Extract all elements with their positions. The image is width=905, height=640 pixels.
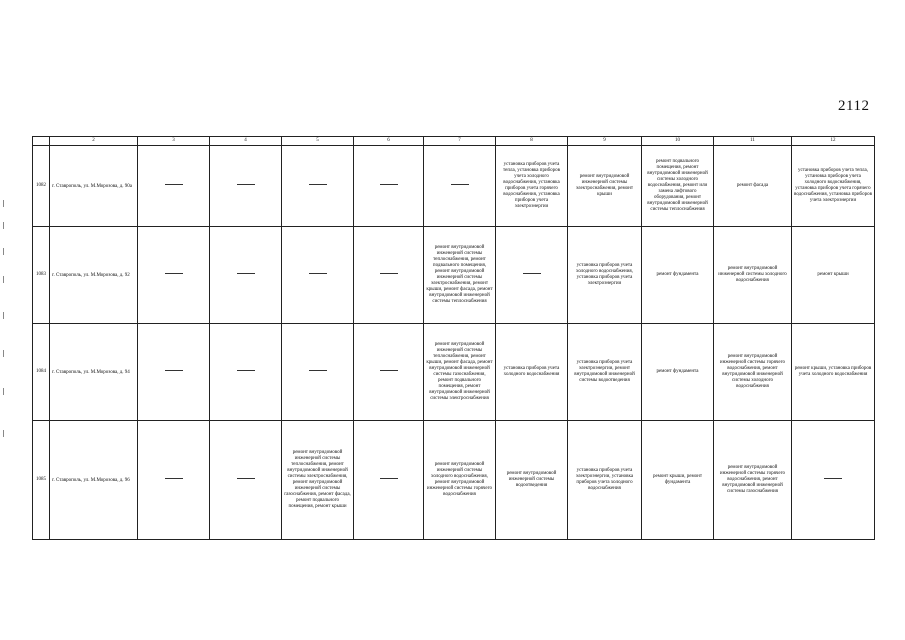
empty-cell bbox=[792, 421, 875, 540]
works-cell: установка приборов учета электроэнергии, установка приборов учета холодного водоснабжения bbox=[568, 421, 642, 540]
dash-mark bbox=[165, 370, 183, 371]
works-cell: ремонт фасада bbox=[714, 146, 792, 227]
page-number: 2112 bbox=[838, 98, 870, 114]
works-cell: ремонт фундамента bbox=[642, 227, 714, 324]
works-cell: ремонт крыши bbox=[792, 227, 875, 324]
works-cell: установка приборов учета холодного водоснабжения, установка приборов учета электроэнергии bbox=[568, 227, 642, 324]
works-cell: ремонт внутридомовой инженерной системы горячего водоснабжения, ремонт внутридомовой инженерной системы холодного водоснабжения bbox=[714, 324, 792, 421]
dash-mark bbox=[165, 478, 183, 479]
works-cell: ремонт крыши, установка приборов учета холодного водоснабжения bbox=[792, 324, 875, 421]
works-cell: ремонт внутридомовой инженерной системы теплоснабжения, ремонт крыши, ремонт фасада, ремонт внутридомовой инженерной системы газоснабжения, ремонт подвального помещения, ремонт внутридомовой инженерной системы электроснабжения bbox=[424, 324, 496, 421]
works-cell: ремонт подвального помещения, ремонт внутридомовой инженерной системы холодного водоснабжения, ремонт или замена лифтового оборудования, ремонт внутридомовой инженерной системы теплоснабжения bbox=[642, 146, 714, 227]
dash-mark bbox=[380, 184, 398, 185]
column-header: 3 bbox=[138, 137, 210, 146]
works-cell: ремонт внутридомовой инженерной системы горячего водоснабжения, ремонт внутридомовой инженерной системы газоснабжения bbox=[714, 421, 792, 540]
empty-cell bbox=[138, 227, 210, 324]
column-header: 11 bbox=[714, 137, 792, 146]
dash-mark bbox=[237, 273, 255, 274]
row-number: 1085 bbox=[33, 421, 50, 540]
row-number: 1084 bbox=[33, 324, 50, 421]
address-cell: г. Ставрополь, ул. М.Морозова, д. 94 bbox=[50, 324, 138, 421]
empty-cell bbox=[354, 324, 424, 421]
dash-mark bbox=[309, 370, 327, 371]
dash-mark bbox=[165, 184, 183, 185]
empty-cell bbox=[138, 324, 210, 421]
column-header: 6 bbox=[354, 137, 424, 146]
column-header: 5 bbox=[282, 137, 354, 146]
dash-mark bbox=[237, 478, 255, 479]
empty-cell bbox=[424, 146, 496, 227]
empty-cell bbox=[354, 146, 424, 227]
dash-mark bbox=[309, 273, 327, 274]
empty-cell bbox=[354, 227, 424, 324]
empty-cell bbox=[210, 227, 282, 324]
dash-mark bbox=[237, 370, 255, 371]
empty-cell bbox=[282, 227, 354, 324]
empty-cell bbox=[210, 324, 282, 421]
margin-binding-marks bbox=[3, 200, 6, 460]
works-cell: ремонт внутридомовой инженерной системы водоотведения bbox=[496, 421, 568, 540]
dash-mark bbox=[237, 184, 255, 185]
dash-mark bbox=[380, 478, 398, 479]
works-cell: установка приборов учета холодного водоснабжения bbox=[496, 324, 568, 421]
table-row bbox=[33, 227, 875, 324]
works-cell: установка приборов учета электроэнергии, ремонт внутридомовой инженерной системы водоотведения bbox=[568, 324, 642, 421]
column-header: 7 bbox=[424, 137, 496, 146]
works-cell: ремонт внутридомовой инженерной системы холодного водоснабжения, ремонт внутридомовой инженерной системы горячего водоснабжения bbox=[424, 421, 496, 540]
empty-cell bbox=[138, 421, 210, 540]
empty-cell bbox=[210, 146, 282, 227]
empty-cell bbox=[496, 227, 568, 324]
row-number: 1083 bbox=[33, 227, 50, 324]
repair-program-table bbox=[32, 136, 875, 540]
works-cell: ремонт крыши, ремонт фундамента bbox=[642, 421, 714, 540]
address-cell: г. Ставрополь, ул. М.Морозова, д. 90а bbox=[50, 146, 138, 227]
empty-cell bbox=[138, 146, 210, 227]
works-cell: установка приборов учета тепла, установка приборов учета холодного водоснабжения, установка приборов учета горячего водоснабжения, установка приборов учета электроэнергии bbox=[496, 146, 568, 227]
table-row bbox=[33, 421, 875, 540]
column-header: 10 bbox=[642, 137, 714, 146]
works-cell: ремонт внутридомовой инженерной системы теплоснабжения, ремонт внутридомовой инженерной системы электроснабжения, ремонт внутридомовой инженерной системы газоснабжения, ремонт фасада, ремонт подвального помещения, ремонт крыши bbox=[282, 421, 354, 540]
empty-cell bbox=[282, 146, 354, 227]
dash-mark bbox=[165, 273, 183, 274]
column-header: 12 bbox=[792, 137, 875, 146]
column-header: 9 bbox=[568, 137, 642, 146]
works-cell: ремонт внутридомовой инженерной системы холодного водоснабжения bbox=[714, 227, 792, 324]
column-number-row bbox=[33, 137, 875, 146]
column-header bbox=[33, 137, 50, 146]
dash-mark bbox=[380, 273, 398, 274]
address-cell: г. Ставрополь, ул. М.Морозова, д. 92 bbox=[50, 227, 138, 324]
address-cell: г. Ставрополь, ул. М.Морозова, д. 96 bbox=[50, 421, 138, 540]
column-header: 2 bbox=[50, 137, 138, 146]
table-row bbox=[33, 146, 875, 227]
dash-mark bbox=[824, 478, 842, 479]
empty-cell bbox=[210, 421, 282, 540]
works-cell: ремонт фундамента bbox=[642, 324, 714, 421]
column-header: 8 bbox=[496, 137, 568, 146]
empty-cell bbox=[354, 421, 424, 540]
works-cell: ремонт внутридомовой инженерной системы электроснабжения, ремонт крыши bbox=[568, 146, 642, 227]
works-cell: ремонт внутридомовой инженерной системы теплоснабжения, ремонт подвального помещения, ремонт внутридомовой инженерной системы электроснабжения, ремонт крыши, ремонт фасада, ремонт внутридомовой инженерной системы теплоснабжения bbox=[424, 227, 496, 324]
empty-cell bbox=[282, 324, 354, 421]
column-header: 4 bbox=[210, 137, 282, 146]
dash-mark bbox=[380, 370, 398, 371]
row-number: 1082 bbox=[33, 146, 50, 227]
table-row bbox=[33, 324, 875, 421]
dash-mark bbox=[309, 184, 327, 185]
dash-mark bbox=[523, 273, 541, 274]
works-cell: установка приборов учета тепла, установка приборов учета холодного водоснабжения, установка приборов учета горячего водоснабжения, установка приборов учета электроэнергии bbox=[792, 146, 875, 227]
dash-mark bbox=[451, 184, 469, 185]
